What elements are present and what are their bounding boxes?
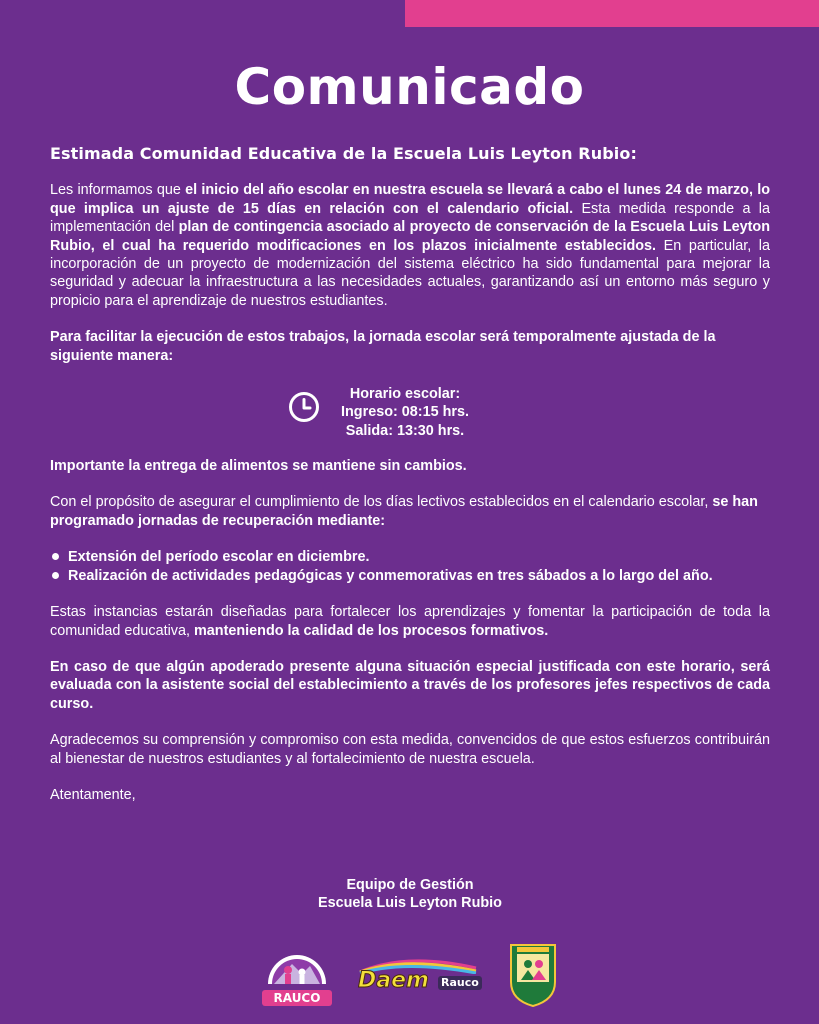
text: Con el propósito de asegurar el cumplimiento de los días lectivos establecidos en el calendario escolar, (50, 494, 713, 511)
paragraph-special-cases: En caso de que algún apoderado presente alguna situación especial justificada con este horario, será evaluada con la asistente social del establecimiento a través de los profesores jefes respectivos de cada curso. (50, 658, 770, 712)
school-shield-icon (508, 942, 558, 1008)
page-title: Comunicado (234, 58, 585, 116)
signature-team: Equipo de Gestión (346, 877, 474, 893)
daem-logo (356, 954, 480, 998)
closing: Atentamente, (50, 786, 136, 803)
paragraph-intro (50, 181, 770, 310)
school-shield-logo (508, 942, 558, 1008)
logo-strip (0, 940, 819, 1012)
bold-text: plan de contingencia asociado al proyecto de conservación de la Escuela Luis Leyton Rubio, el cual ha requerido modificaciones en los plazos inicialmente establecidos. (50, 219, 770, 254)
schedule-heading: Horario escolar: (349, 386, 461, 403)
bold-text: manteniendo la calidad de los procesos formativos. (194, 622, 549, 639)
paragraph-thanks: Agradecemos su comprensión y compromiso con esta medida, convencidos de que estos esfuerzos contribuirán al bienestar de nuestros estudiantes y al fortalecimiento de nuestra escuela. (50, 732, 770, 767)
list-item: Extensión del período escolar en diciembre. (50, 548, 770, 566)
text: Estas instancias estarán diseñadas para fortalecer los aprendizajes y fomentar la participación de toda la comunidad educativa, (50, 604, 770, 639)
schedule-entry: Ingreso: 08:15 hrs. (341, 404, 469, 421)
text: En particular, la incorporación de un proyecto de modernización del sistema eléctrico ha sido fundamental para mejorar la seguridad y adecuar la infraestructura a las necesidades actuales, garantizando así un entorno más seguro y propicio para el aprendizaje de nuestros estudiantes. (50, 237, 770, 309)
schedule-exit: Salida: 13:30 hrs. (345, 422, 465, 439)
schedule-block (50, 383, 770, 439)
bold-text: el inicio del año escolar en nuestra escuela se llevará a cabo el lunes 24 de marzo, lo que implica un ajuste de 15 días en relación con el calendario oficial. (50, 182, 770, 217)
announcement-body (50, 145, 770, 804)
daem-logo-text: Daem (358, 968, 429, 993)
bullet-list (50, 548, 770, 585)
schedule-text (330, 385, 480, 440)
text: Les informamos que (50, 182, 186, 199)
rauco-logo-text: RAUCO (262, 990, 332, 1006)
greeting: Estimada Comunidad Educativa de la Escuela Luis Leyton Rubio: (50, 144, 637, 163)
top-accent-bar (405, 0, 819, 27)
signature (250, 876, 570, 913)
rauco-logo (262, 944, 332, 1010)
paragraph-instances (50, 603, 770, 640)
rauco-emblem-icon (262, 944, 332, 994)
daem-logo-subtext: Rauco (438, 976, 482, 990)
signature-school: Escuela Luis Leyton Rubio (318, 895, 502, 912)
text: Esta medida responde a la implementación del (50, 200, 770, 236)
paragraph-recovery (50, 493, 770, 530)
paragraph-food: Importante la entrega de alimentos se mantiene sin cambios. (50, 458, 467, 475)
list-item: Realización de actividades pedagógicas y conmemorativas en tres sábados a lo largo del año. (50, 567, 770, 585)
clock-icon (288, 391, 320, 423)
bold-text: se han programado jornadas de recuperación mediante: (50, 494, 758, 529)
paragraph-schedule-intro: Para facilitar la ejecución de estos trabajos, la jornada escolar será temporalmente ajustada de la siguiente manera: (50, 329, 716, 364)
